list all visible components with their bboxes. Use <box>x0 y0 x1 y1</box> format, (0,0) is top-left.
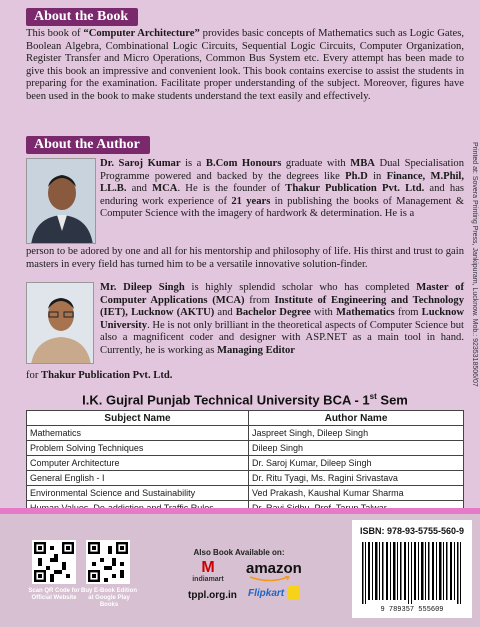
author-cell: Dileep Singh <box>249 441 464 456</box>
barcode-number: 9 789357 555609 <box>380 606 444 614</box>
isbn-barcode-box <box>352 520 472 618</box>
table-row <box>27 441 464 456</box>
author-cell: Ved Prakash, Kaushal Kumar Sharma <box>249 486 464 501</box>
subject-cell: Mathematics <box>27 426 249 441</box>
subject-cell: Computer Architecture <box>27 456 249 471</box>
header-author-name: Author Name <box>249 411 464 426</box>
author1-bio-continued: person to be adored by one and all for his mentorship and philosophy of life. His thirst and trust to gain masters in every field has turned him to be a versatile innovative solution-finder. <box>26 246 464 270</box>
books-table <box>26 410 464 516</box>
table-row <box>27 426 464 441</box>
about-book-paragraph: This book of “Computer Architecture” provides basic concepts of Mathematics such as Logic Gates, Boolean Algebra, Combinational Logic Circuits, Sequential Logic Circuits, Computer Organization, Register Transfer and Micro Operations, Common Bus System etc. Every attempt has been made to give this book an impressive and convenient look. This book contains exercise to assist the students in preparing for the examination. Facilitate proper understanding of the subject. Moreover, figures have been used in the book to make students understand the text easily and effectively. <box>26 28 464 102</box>
author-cell: Dr. Saroj Kumar, Dileep Singh <box>249 456 464 471</box>
indiamart-m-icon: M <box>201 559 215 576</box>
header-subject-name: Subject Name <box>27 411 249 426</box>
about-book-header: About the Book <box>26 8 138 26</box>
author-photo-dileep-singh <box>26 282 94 364</box>
indiamart-logo[interactable]: M indiamart <box>188 560 228 583</box>
tppl-website-link[interactable]: tppl.org.in <box>188 590 237 601</box>
printer-info-vertical: Printed at: Sovera Printing Press, Jankipuram, Lucknow. Mob.: 9235318506/07 <box>471 142 478 387</box>
about-author-header: About the Author <box>26 136 150 154</box>
amazon-smile-icon <box>248 576 292 582</box>
author1-bio: Dr. Saroj Kumar is a B.Com Honours graduate with MBA Dual Specialisation Programme powered and backed by the degrees like Ph.D in Finance, M.Phil, LL.B. and MCA. He is the founder of Thakur Publication Pvt. Ltd. and has enduring work experience of 21 years in publishing the books of Management & Computer Science with the imagery of hardwork & determination. He is a <box>100 158 465 220</box>
author-cell: Dr. Ritu Tyagi, Ms. Ragini Srivastava <box>249 471 464 486</box>
table-title: I.K. Gujral Punjab Technical University BCA - 1st Sem <box>82 392 408 408</box>
qr-code-icon <box>88 542 128 582</box>
qr-code-official-website[interactable] <box>32 540 76 584</box>
flipkart-bag-icon <box>288 586 300 600</box>
barcode-icon <box>360 542 464 604</box>
author-cell: Jaspreet Singh, Dileep Singh <box>249 426 464 441</box>
table-header-row <box>27 411 464 426</box>
table-row <box>27 486 464 501</box>
author-photo-saroj-kumar <box>26 158 96 244</box>
table-row <box>27 456 464 471</box>
flipkart-logo[interactable]: Flipkart <box>248 588 285 599</box>
author2-bio-continued: for Thakur Publication Pvt. Ltd. <box>26 370 173 381</box>
table-row <box>27 471 464 486</box>
qr-code-icon <box>34 542 74 582</box>
amazon-logo[interactable]: amazon <box>246 560 302 577</box>
subject-cell: Problem Solving Techniques <box>27 441 249 456</box>
author2-bio: Mr. Dileep Singh is highly splendid scholar who has completed Master of Computer Applications (MCA) from Institute of Engineering and Technology (IET), Lucknow (AKTU) and Bachelor Degree with Mathematics from Lucknow University. He is not only brilliant in the theoretical aspects of Computer Science but also a magnificent coder and designer with ASP.NET as a main tool in hand. Currently, he is working as Managing Editor <box>100 282 465 356</box>
qr2-caption: Buy E-Book Edition at Google Play Books <box>81 588 137 608</box>
qr-code-google-play-books[interactable] <box>86 540 130 584</box>
subject-cell: General English - I <box>27 471 249 486</box>
qr1-caption: Scan QR Code for Official Website <box>28 588 80 601</box>
isbn-number: ISBN: 978-93-5755-560-9 <box>359 526 465 536</box>
subject-cell: Environmental Science and Sustainability <box>27 486 249 501</box>
also-available-label: Also Book Available on: <box>193 548 285 557</box>
